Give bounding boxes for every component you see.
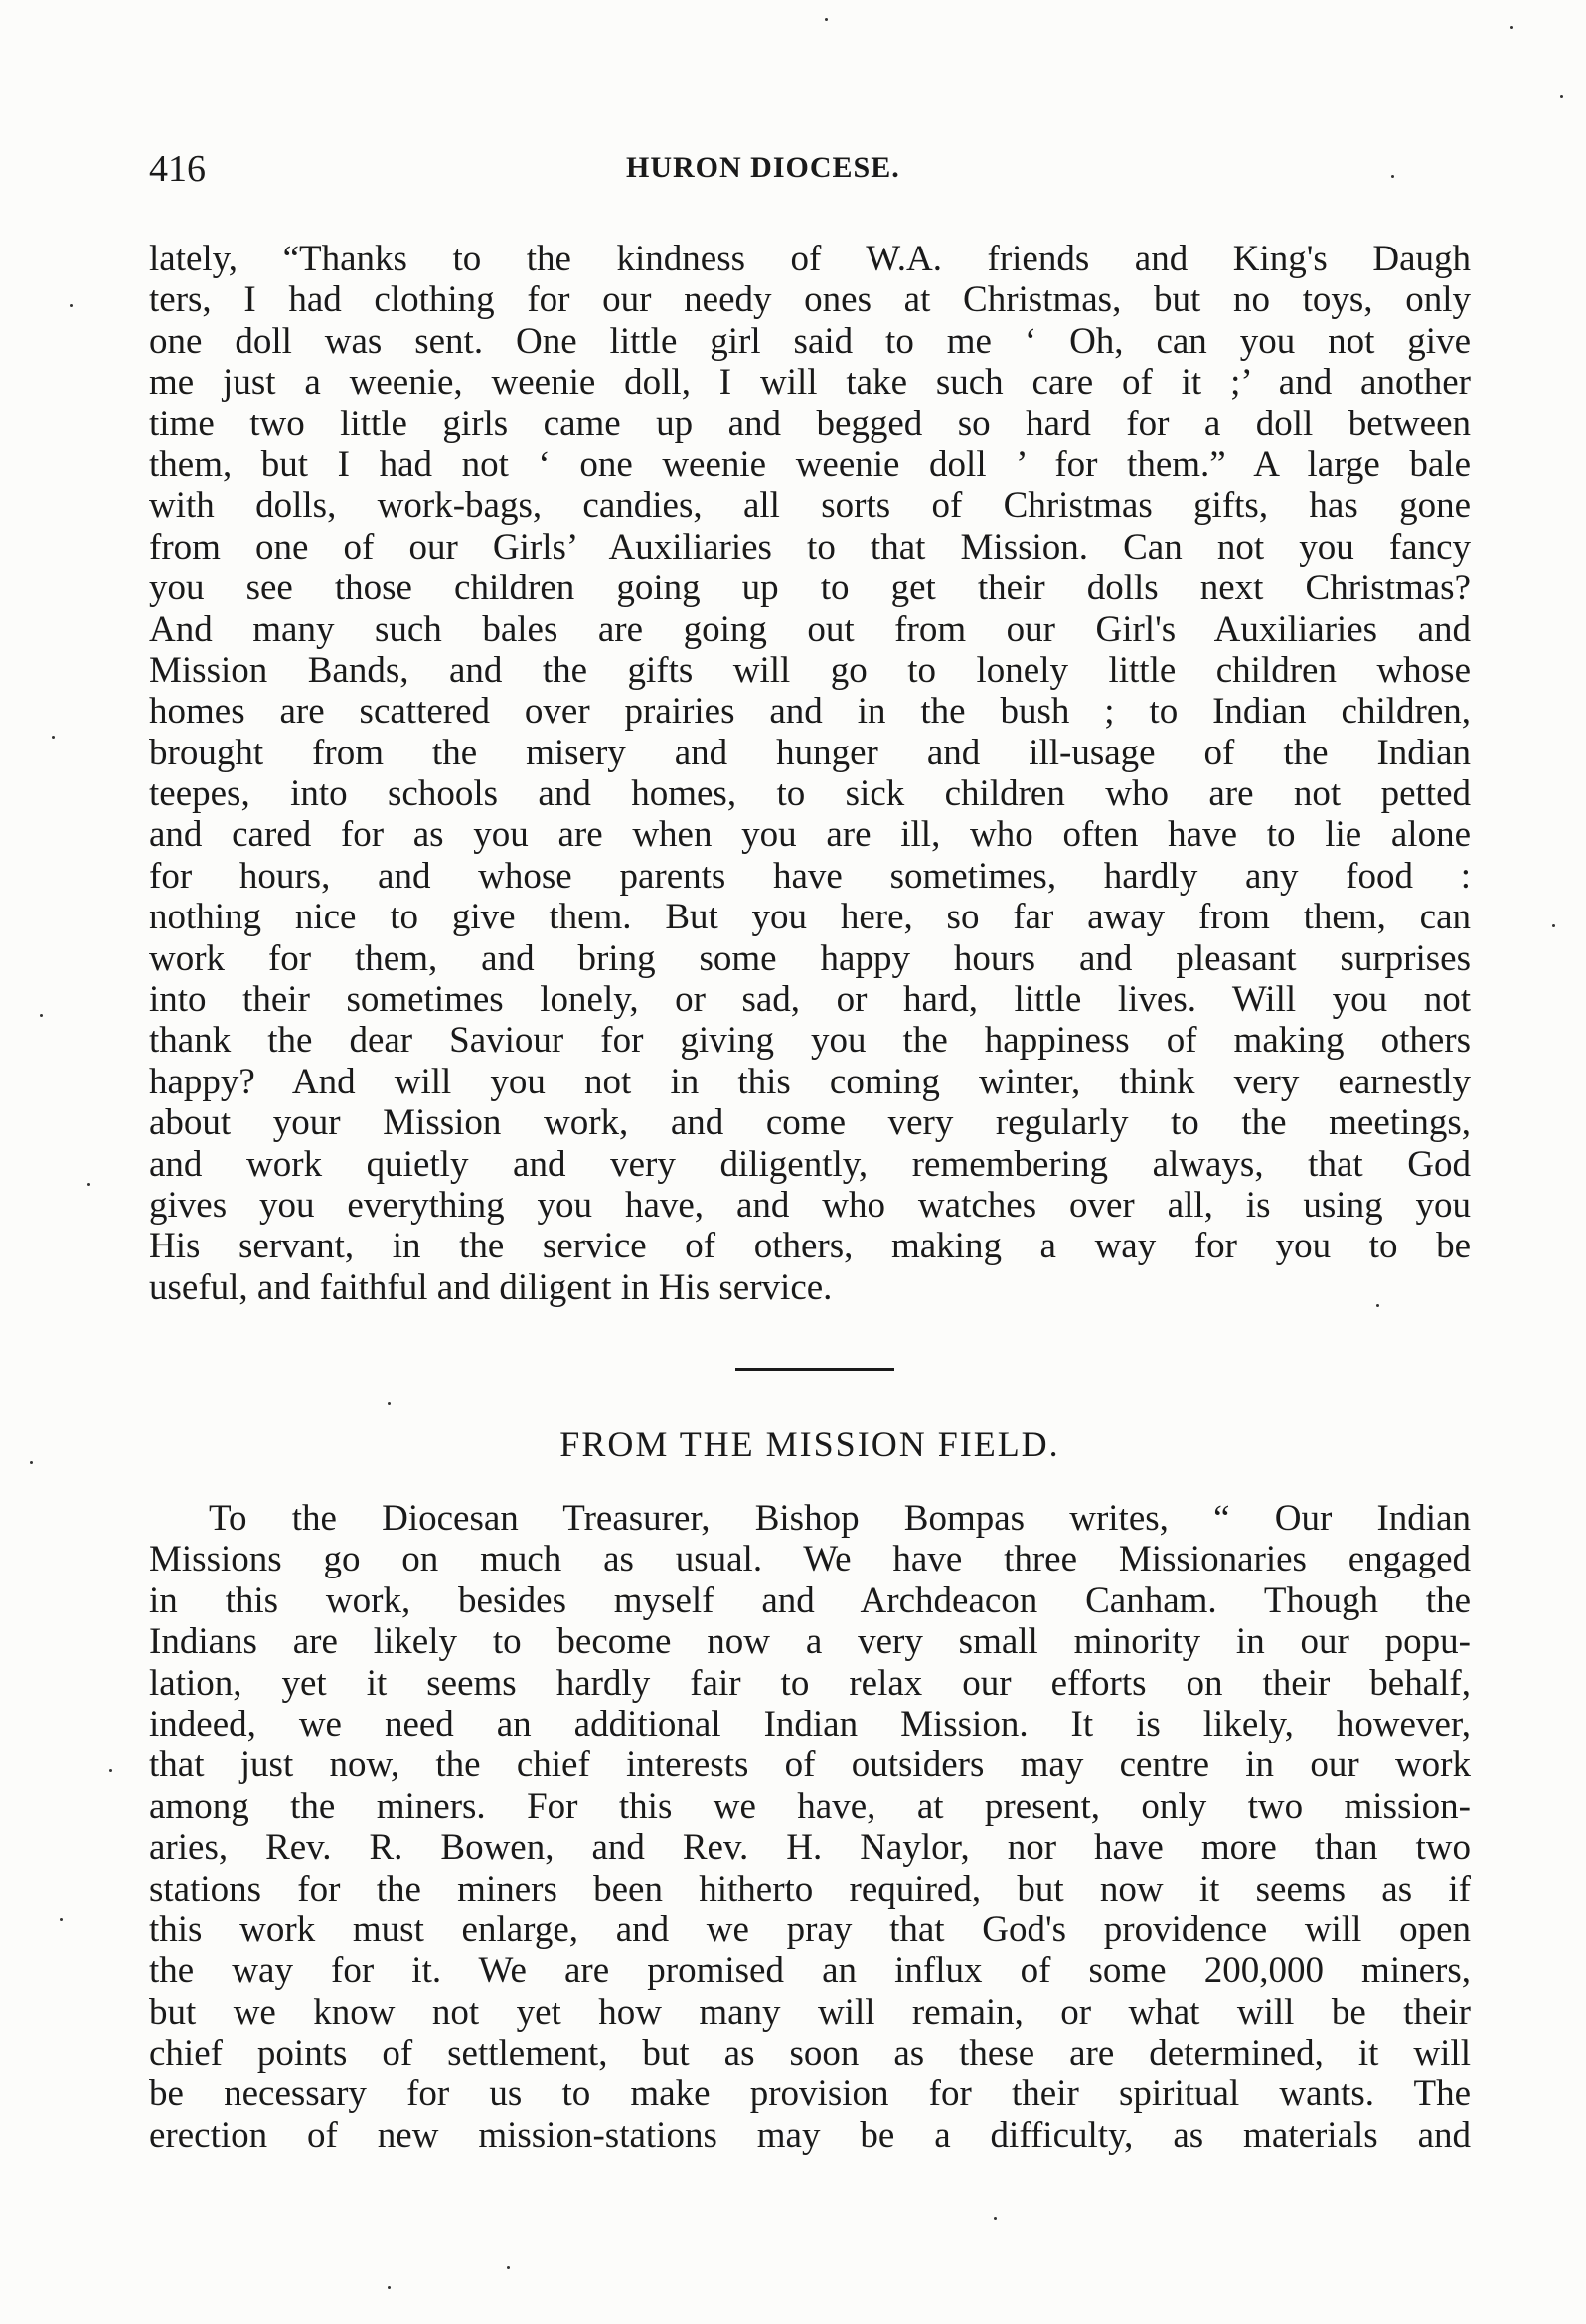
running-head: HURON DIOCESE. (626, 151, 900, 184)
scan-speck (1560, 95, 1563, 98)
text-line: thank the dear Saviour for giving you the happiness of making others (149, 1020, 1471, 1062)
text-line: that just now, the chief interests of outsiders may centre in our work (149, 1744, 1471, 1786)
text-line: nothing nice to give them. But you here, so far away from them, can (149, 897, 1471, 938)
text-line: brought from the misery and hunger and ill-usage of the Indian (149, 732, 1471, 773)
scan-speck (507, 2266, 510, 2269)
text-line: And many such bales are going out from our Girl's Auxiliaries and (149, 608, 1471, 650)
text-line: you see those children going up to get their dolls next Christmas? (149, 568, 1471, 609)
scan-speck (60, 1918, 63, 1921)
scan-speck (1510, 26, 1513, 29)
page-number: 416 (149, 148, 206, 190)
text-line: Missions go on much as usual. We have three Missionaries engaged (149, 1539, 1471, 1580)
text-line: and work quietly and very diligently, remembering always, that God (149, 1143, 1471, 1185)
text-line: His servant, in the service of others, making a way for you to be (149, 1226, 1471, 1267)
text-line: in this work, besides myself and Archdeacon Canham. Though the (149, 1579, 1471, 1621)
scan-speck (994, 2217, 997, 2220)
scan-speck (87, 1183, 90, 1186)
scan-speck (40, 1014, 43, 1017)
text-line: Mission Bands, and the gifts will go to lonely little children whose (149, 649, 1471, 691)
text-line: this work must enlarge, and we pray that God's providence will open (149, 1909, 1471, 1950)
text-line: lately, “Thanks to the kindness of W.A. friends and King's Daugh (149, 239, 1471, 279)
section-divider (735, 1368, 894, 1371)
scan-speck (825, 18, 828, 21)
paragraph-wa-christmas (149, 239, 1471, 1308)
text-line: teepes, into schools and homes, to sick children who are not petted (149, 773, 1471, 815)
paragraph-bishop-bompas (149, 1498, 1471, 2156)
scan-speck (30, 1461, 33, 1464)
text-line: among the miners. For this we have, at present, only two mission- (149, 1785, 1471, 1827)
text-line: useful, and faithful and diligent in His service. (149, 1266, 833, 1308)
scan-speck (1552, 924, 1555, 927)
scan-speck (109, 1769, 112, 1772)
text-line: To the Diocesan Treasurer, Bishop Bompas writes, “ Our Indian (209, 1498, 1471, 1539)
text-line: from one of our Girls’ Auxiliaries to that Mission. Can not you fancy (149, 526, 1471, 568)
scan-speck (388, 2286, 391, 2289)
text-line: time two little girls came up and begged so hard for a doll between (149, 403, 1471, 444)
page-header (149, 147, 1471, 195)
text-line: stations for the miners been hitherto required, but now it seems as if (149, 1868, 1471, 1909)
text-line: work for them, and bring some happy hours and pleasant surprises (149, 937, 1471, 979)
scan-speck (1376, 1304, 1379, 1307)
scan-speck (70, 304, 73, 307)
text-line: Indians are likely to become now a very small minority in our popu- (149, 1621, 1471, 1663)
text-line: ters, I had clothing for our needy ones at Christmas, but no toys, only (149, 279, 1471, 321)
scan-speck (1391, 175, 1394, 178)
text-line: chief points of settlement, but as soon as these are determined, it will (149, 2033, 1471, 2075)
text-line: for hours, and whose parents have sometimes, hardly any food : (149, 855, 1471, 897)
text-line: me just a weenie, weenie doll, I will take such care of it ;’ and another (149, 362, 1471, 404)
scan-speck (52, 736, 55, 739)
text-line: with dolls, work-bags, candies, all sorts of Christmas gifts, has gone (149, 485, 1471, 527)
text-line: the way for it. We are promised an influx of some 200,000 miners, (149, 1950, 1471, 1992)
text-line: indeed, we need an additional Indian Mission. It is likely, however, (149, 1703, 1471, 1744)
text-line: but we know not yet how many will remain, or what will be their (149, 1991, 1471, 2033)
text-line: into their sometimes lonely, or sad, or hard, little lives. Will you not (149, 979, 1471, 1021)
text-line: aries, Rev. R. Bowen, and Rev. H. Naylor, nor have more than two (149, 1827, 1471, 1869)
text-line: homes are scattered over prairies and in the bush ; to Indian children, (149, 691, 1471, 733)
text-line: and cared for as you are when you are ill, who often have to lie alone (149, 814, 1471, 856)
scan-speck (388, 1402, 391, 1405)
text-line: them, but I had not ‘ one weenie weenie doll ’ for them.” A large bale (149, 443, 1471, 485)
section-title: FROM THE MISSION FIELD. (559, 1424, 1060, 1464)
text-line: erection of new mission-stations may be a difficulty, as materials and (149, 2114, 1471, 2156)
text-line: happy? And will you not in this coming winter, think very earnestly (149, 1061, 1471, 1102)
text-line: about your Mission work, and come very regularly to the meetings, (149, 1102, 1471, 1144)
text-line: one doll was sent. One little girl said to me ‘ Oh, can you not give (149, 320, 1471, 362)
text-line: be necessary for us to make provision for their spiritual wants. The (149, 2074, 1471, 2115)
text-line: gives you everything you have, and who watches over all, is using you (149, 1184, 1471, 1226)
text-line: lation, yet it seems hardly fair to relax our efforts on their behalf, (149, 1662, 1471, 1704)
